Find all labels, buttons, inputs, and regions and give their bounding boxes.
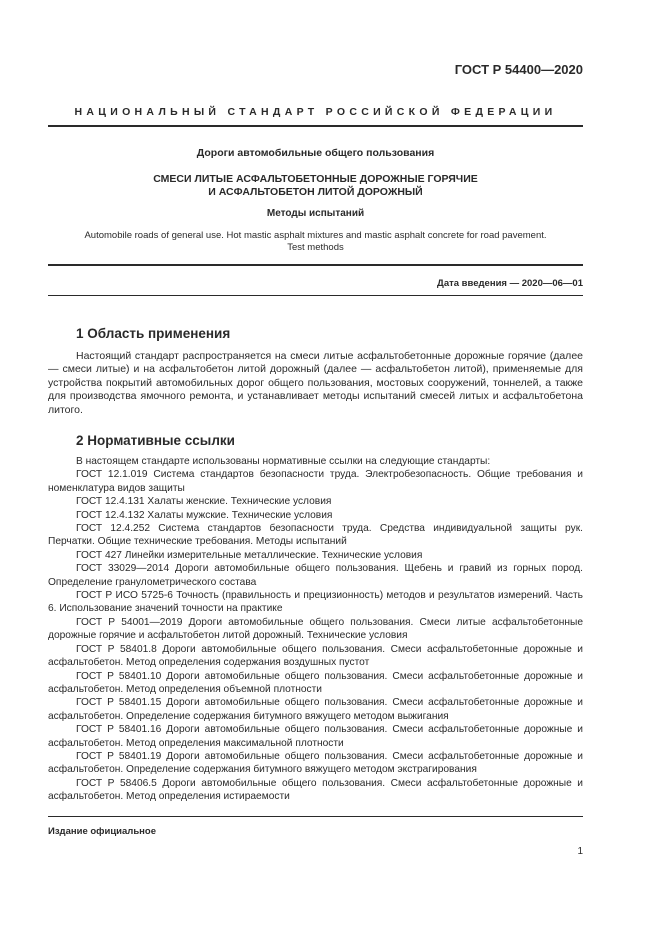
- reference-item: ГОСТ 12.1.019 Система стандартов безопасности труда. Электробезопасность. Общие требования и номенклатура видов защиты: [48, 469, 583, 494]
- page-number: 1: [577, 846, 583, 857]
- reference-item: ГОСТ Р 58401.10 Дороги автомобильные общего пользования. Смеси асфальтобетонные дорожные и асфальтобетон. Метод определения объемной плотности: [48, 670, 583, 695]
- header-rule: [48, 125, 583, 127]
- introduction-date: Дата введения — 2020—06—01: [437, 278, 583, 289]
- section-1-heading: 1 Область применения: [76, 326, 231, 341]
- date-rule: [48, 295, 583, 296]
- reference-item: ГОСТ 12.4.252 Система стандартов безопасности труда. Средства индивидуальной защиты рук. Перчатки. Общие технические требования. Методы испытаний: [48, 523, 583, 548]
- reference-item: ГОСТ 33029—2014 Дороги автомобильные общего пользования. Щебень и гравий из горных пород. Определение гранулометрического состава: [48, 563, 583, 588]
- references-intro: В настоящем стандарте использованы нормативные ссылки на следующие стандарты:: [76, 456, 491, 467]
- title-line-2: И АСФАЛЬТОБЕТОН ЛИТОЙ ДОРОЖНЫЙ: [208, 186, 423, 198]
- english-title: [48, 230, 583, 254]
- reference-item: ГОСТ Р 58401.15 Дороги автомобильные общего пользования. Смеси асфальтобетонные дорожные и асфальтобетон. Определение содержания битумного вяжущего методом выжигания: [48, 697, 583, 722]
- reference-item: ГОСТ 427 Линейки измерительные металлические. Технические условия: [76, 549, 423, 561]
- official-edition-label: Издание официальное: [48, 826, 156, 837]
- title-line-1: СМЕСИ ЛИТЫЕ АСФАЛЬТОБЕТОННЫЕ ДОРОЖНЫЕ ГОРЯЧИЕ: [153, 173, 478, 185]
- document-title: [48, 173, 583, 199]
- document-code: ГОСТ Р 54400—2020: [454, 62, 583, 77]
- methods-title: Методы испытаний: [266, 208, 365, 219]
- reference-item: ГОСТ Р 58401.8 Дороги автомобильные общего пользования. Смеси асфальтобетонные дорожные и асфальтобетон. Метод определения содержания воздушных пустот: [48, 643, 583, 669]
- section-1-text: [48, 350, 583, 417]
- standard-header: НАЦИОНАЛЬНЫЙ СТАНДАРТ РОССИЙСКОЙ ФЕДЕРАЦИИ: [74, 106, 557, 118]
- reference-item: ГОСТ 12.4.132 Халаты мужские. Технические условия: [76, 509, 333, 521]
- reference-item: ГОСТ Р ИСО 5725-6 Точность (правильность и прецизионность) методов и результатов измерений. Часть 6. Использование значений точности на практике: [48, 590, 583, 615]
- reference-item: ГОСТ 12.4.131 Халаты женские. Технические условия: [76, 496, 332, 508]
- section-1-paragraph: Настоящий стандарт распространяется на смеси литые асфальтобетонные дорожные горячие (далее — смеси литые) и на асфальтобетон литой дорожный (далее — асфальтобетон литой), применяемые для устройства покрытий автомобильных дорог общего пользования, мостовых сооружений, тоннелей, а также для производства ямочного ремонта, и устанавливает методы испытаний смесей литых и асфальтобетона литого.: [48, 350, 583, 416]
- section-2-heading: 2 Нормативные ссылки: [76, 433, 235, 448]
- reference-item: ГОСТ Р 58406.5 Дороги автомобильные общего пользования. Смеси асфальтобетонные дорожные и асфальтобетон. Метод определения истираемости: [48, 777, 583, 803]
- footer-rule: [48, 816, 583, 817]
- document-subtitle: Дороги автомобильные общего пользования: [196, 147, 435, 159]
- english-title-line-1: Automobile roads of general use. Hot mastic asphalt mixtures and mastic asphalt concrete for road pavement.: [84, 230, 547, 241]
- reference-item: ГОСТ Р 58401.16 Дороги автомобильные общего пользования. Смеси асфальтобетонные дорожные и асфальтобетон. Метод определения максимальной плотности: [48, 724, 583, 749]
- reference-item: ГОСТ Р 54001—2019 Дороги автомобильные общего пользования. Смеси литые асфальтобетонные дорожные горячие и асфальтобетон литой дорожный. Технические условия: [48, 616, 583, 642]
- references-list: [48, 455, 583, 804]
- reference-item: ГОСТ Р 58401.19 Дороги автомобильные общего пользования. Смеси асфальтобетонные дорожные и асфальтобетон. Определение содержания битумного вяжущего методом экстрагирования: [48, 750, 583, 776]
- title-rule: [48, 264, 583, 266]
- english-title-line-2: Test methods: [287, 242, 344, 253]
